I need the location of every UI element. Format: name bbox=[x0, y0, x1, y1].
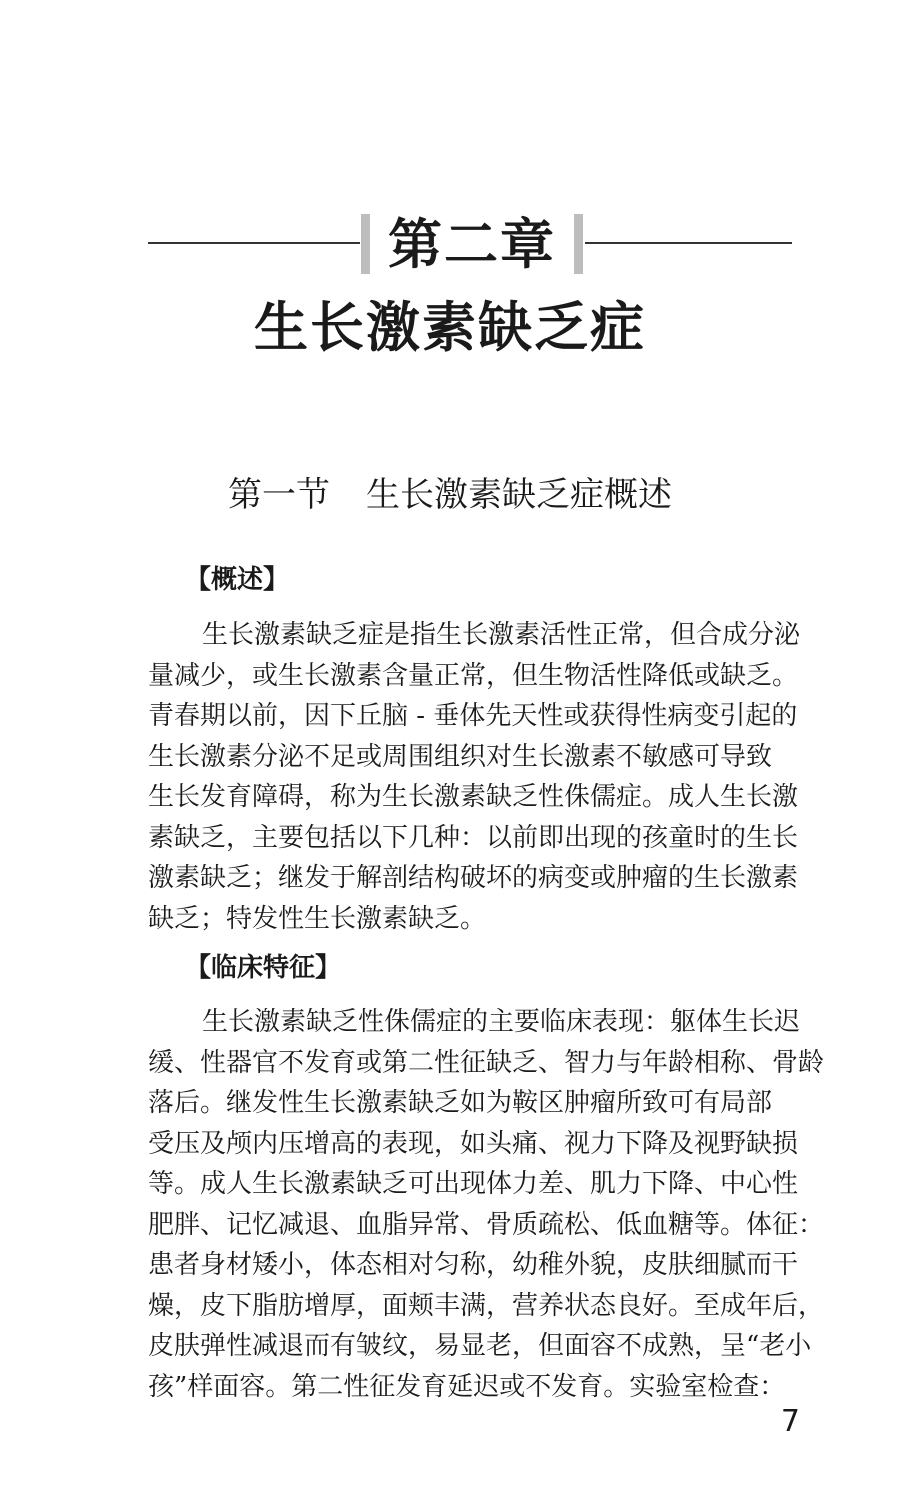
left-rule bbox=[148, 242, 360, 244]
paragraph-line: 等。成人生长激素缺乏可出现体力差、肌力下降、中心性 bbox=[148, 1169, 799, 1199]
paragraph-line: 燥，皮下脂肪增厚，面颊丰满，营养状态良好。至成年后， bbox=[148, 1290, 825, 1321]
right-rule bbox=[585, 242, 792, 244]
paragraph-line: 生长激素缺乏症是指生长激素活性正常，但合成分泌 bbox=[202, 620, 801, 650]
paragraph-line: 量减少，或生长激素含量正常，但生物活性降低或缺乏。 bbox=[148, 660, 799, 691]
paragraph-line: 缺乏；特发性生长激素缺乏。 bbox=[148, 903, 487, 934]
paragraph-line: 患者身材矮小，体态相对匀称，幼稚外貌，皮肤细腻而干 bbox=[148, 1250, 799, 1280]
paragraph-line: 孩”样面容。第二性征发育延迟或不发育。实验室检查： bbox=[148, 1371, 786, 1402]
chapter-header bbox=[0, 212, 900, 276]
paragraph-line: 落后。继发性生长激素缺乏如为鞍区肿瘤所致可有局部 bbox=[148, 1088, 773, 1118]
chapter-number: 第二章 bbox=[388, 212, 556, 276]
section-title bbox=[0, 472, 900, 518]
chapter-title: 生长激素缺乏症 bbox=[254, 295, 646, 359]
overview-paragraph bbox=[148, 615, 801, 939]
paragraph-line: 肥胖、记忆减退、血脂异常、骨质疏松、低血糖等。体征： bbox=[148, 1209, 825, 1240]
paragraph-line: 皮肤弹性减退而有皱纹，易显老，但面容不成熟，呈“老小 bbox=[148, 1331, 812, 1361]
paragraph-line: 生长激素缺乏性侏儒症的主要临床表现：躯体生长迟 bbox=[202, 1007, 801, 1037]
paragraph-line: 青春期以前，因下丘脑 - 垂体先天性或获得性病变引起的 bbox=[148, 701, 798, 731]
right-bar bbox=[574, 214, 583, 274]
paragraph-line: 素缺乏，主要包括以下几种：以前即出现的孩童时的生长 bbox=[148, 822, 799, 853]
clinical-paragraph bbox=[148, 1002, 825, 1407]
paragraph-line: 激素缺乏；继发于解剖结构破坏的病变或肿瘤的生长激素 bbox=[148, 863, 799, 893]
paragraph-line: 生长发育障碍，称为生长激素缺乏性侏儒症。成人生长激 bbox=[148, 782, 799, 812]
paragraph-line: 缓、性器官不发育或第二性征缺乏、智力与年龄相称、骨龄 bbox=[148, 1047, 825, 1078]
section-number: 第一节 bbox=[228, 475, 330, 515]
paragraph-line: 生长激素分泌不足或周围组织对生长激素不敏感可导致 bbox=[148, 741, 773, 772]
paragraph-line: 受压及颅内压增高的表现，如头痛、视力下降及视野缺损 bbox=[148, 1128, 799, 1159]
overview-heading: 【概述】 bbox=[185, 565, 290, 595]
left-bar bbox=[361, 214, 370, 274]
page-number: 7 bbox=[780, 1404, 800, 1439]
clinical-heading: 【临床特征】 bbox=[185, 953, 342, 983]
section-name: 生长激素缺乏症概述 bbox=[366, 475, 672, 515]
